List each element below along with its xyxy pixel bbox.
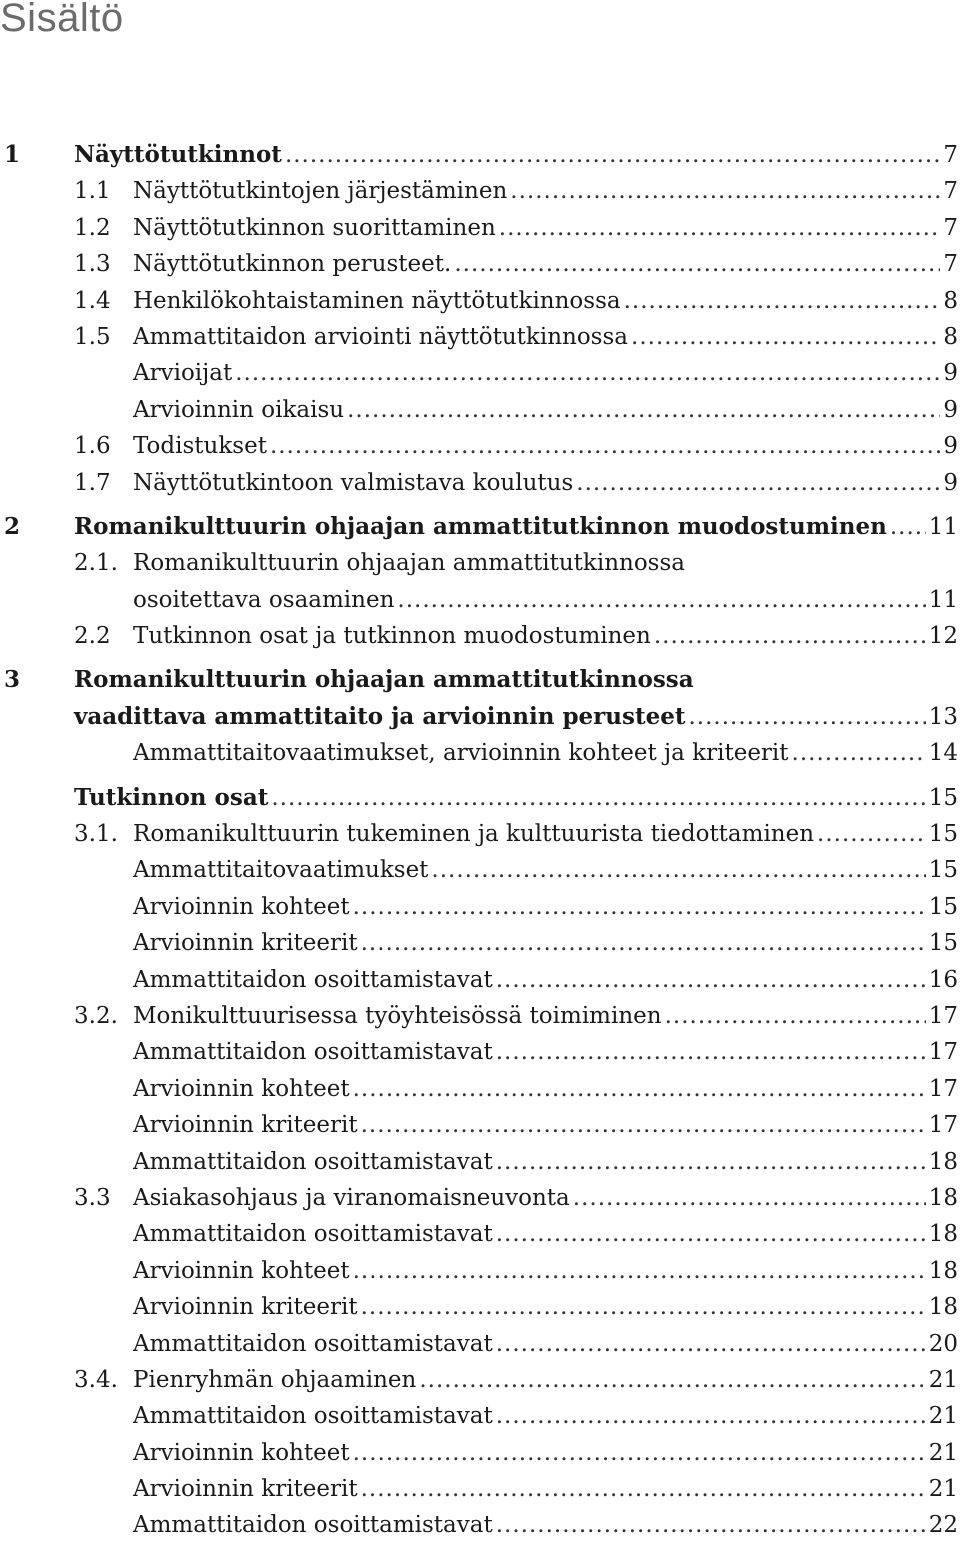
toc-entry-title: Arvioinnin kriteerit: [133, 1294, 358, 1321]
toc-entry-page-number: 9: [943, 469, 958, 496]
dot-leader: [270, 428, 940, 464]
dot-leader: [496, 1034, 926, 1070]
toc-entry-number: 1.1: [74, 178, 111, 205]
dot-leader: [624, 283, 941, 319]
toc-entry-page-number: 21: [928, 1366, 958, 1393]
toc-entry-title: Arvioinnin kriteerit: [133, 1476, 358, 1503]
toc-entry-title: osoitettava osaaminen: [133, 586, 395, 613]
dot-leader: [353, 1253, 926, 1289]
table-of-contents: [0, 137, 960, 1544]
toc-entry-number: 3.3: [74, 1184, 111, 1211]
toc-entry-number: 1.2: [74, 214, 111, 241]
toc-entry-page-number: 20: [928, 1330, 958, 1357]
dot-leader: [496, 1398, 926, 1434]
toc-entry-title: Ammattitaidon osoittamistavat: [133, 1221, 493, 1248]
dot-leader: [496, 962, 926, 998]
toc-entry-number: 1.5: [74, 323, 111, 350]
toc-entry-page-number: 15: [928, 893, 958, 920]
toc-entry-title: Ammattitaitovaatimukset: [133, 857, 429, 884]
dot-leader: [510, 173, 940, 209]
dot-leader: [654, 618, 926, 654]
toc-entry-page-number: 18: [928, 1184, 958, 1211]
toc-entry-number: 1.7: [74, 469, 111, 496]
toc-entry[interactable]: [0, 852, 960, 888]
dot-leader: [817, 816, 926, 852]
toc-entry[interactable]: [0, 1034, 960, 1070]
dot-leader: [454, 246, 940, 282]
toc-entry-title: Arvioinnin kohteet: [133, 1257, 350, 1284]
toc-entry-page-number: 7: [943, 251, 958, 278]
toc-entry[interactable]: [0, 582, 960, 618]
toc-entry-title: Ammattitaidon osoittamistavat: [133, 1403, 493, 1430]
toc-entry-page-number: 18: [928, 1221, 958, 1248]
toc-entry-page-number: 22: [928, 1512, 958, 1539]
toc-entry-title: Romanikulttuurin ohjaajan ammattitutkinnossa: [133, 550, 685, 577]
toc-entry[interactable]: [0, 1435, 960, 1471]
toc-entry[interactable]: [0, 962, 960, 998]
toc-entry[interactable]: [0, 998, 960, 1034]
toc-entry-number: 1.4: [74, 287, 111, 314]
toc-entry-page-number: 11: [928, 586, 958, 613]
dot-leader: [235, 355, 940, 391]
toc-entry-number: 2: [4, 512, 21, 540]
page-title: Sisältö: [0, 0, 124, 40]
toc-entry[interactable]: [0, 699, 960, 735]
toc-entry-title: Asiakasohjaus ja viranomaisneuvonta: [133, 1184, 570, 1211]
toc-entry[interactable]: [0, 662, 960, 698]
toc-entry-page-number: 21: [928, 1403, 958, 1430]
toc-entry-title: Arvioinnin kriteerit: [133, 1112, 358, 1139]
toc-entry-page-number: 17: [928, 1002, 958, 1029]
toc-entry-page-number: 14: [928, 740, 958, 767]
toc-entry-title: Tutkinnon osat: [74, 783, 269, 811]
dot-leader: [361, 925, 926, 961]
dot-leader: [361, 1471, 926, 1507]
toc-entry[interactable]: [0, 509, 960, 545]
toc-entry[interactable]: [0, 816, 960, 852]
toc-entry-title: Näyttötutkintoon valmistava koulutus: [133, 469, 574, 496]
toc-entry[interactable]: [0, 618, 960, 654]
toc-entry-number: 1: [4, 141, 21, 168]
toc-entry-page-number: 15: [928, 821, 958, 848]
dot-leader: [353, 1435, 926, 1471]
toc-entry[interactable]: [0, 1471, 960, 1507]
dot-leader: [419, 1362, 925, 1398]
dot-leader: [353, 1071, 926, 1107]
toc-entry-title: Näyttötutkinnot: [74, 141, 282, 168]
toc-entry-page-number: 18: [928, 1148, 958, 1175]
toc-entry-page-number: 17: [928, 1039, 958, 1066]
toc-entry[interactable]: [0, 355, 960, 391]
toc-entry-title: Pienryhmän ohjaaminen: [133, 1366, 417, 1393]
dot-leader: [688, 699, 925, 735]
toc-entry-page-number: 21: [928, 1439, 958, 1466]
toc-entry-title: Arvioijat: [133, 360, 233, 387]
toc-entry-page-number: 15: [928, 930, 958, 957]
toc-entry[interactable]: [0, 465, 960, 501]
toc-entry-page-number: 8: [943, 287, 958, 314]
toc-entry-title: Ammattitaidon osoittamistavat: [133, 966, 493, 993]
dot-leader: [665, 998, 926, 1034]
dot-leader: [271, 780, 925, 816]
toc-entry-title: Todistukset: [133, 433, 267, 460]
dot-leader: [573, 1180, 926, 1216]
toc-entry[interactable]: [0, 1326, 960, 1362]
toc-entry-title: Romanikulttuurin ohjaajan ammattitutkinnossa: [74, 666, 694, 694]
dot-leader: [576, 465, 940, 501]
toc-entry[interactable]: [0, 1507, 960, 1543]
toc-entry-page-number: 18: [928, 1294, 958, 1321]
toc-entry-number: 3.1.: [74, 821, 118, 848]
toc-entry[interactable]: [0, 735, 960, 771]
toc-entry[interactable]: [0, 1071, 960, 1107]
toc-entry-number: 2.2: [74, 623, 111, 650]
dot-leader: [496, 1326, 926, 1362]
toc-entry[interactable]: [0, 1107, 960, 1143]
toc-entry-number: 3.4.: [74, 1366, 118, 1393]
toc-entry-title: Romanikulttuurin ohjaajan ammattitutkinnon muodostuminen: [74, 512, 887, 540]
toc-entry-title: Arvioinnin kohteet: [133, 893, 350, 920]
toc-entry[interactable]: [0, 780, 960, 816]
toc-entry-page-number: 18: [928, 1257, 958, 1284]
toc-entry-title: Romanikulttuurin tukeminen ja kulttuurista tiedottaminen: [133, 821, 815, 848]
toc-entry-page-number: 12: [928, 623, 958, 650]
toc-entry-page-number: 17: [928, 1112, 958, 1139]
toc-entry[interactable]: [0, 1253, 960, 1289]
toc-entry-title: Ammattitaidon osoittamistavat: [133, 1148, 493, 1175]
toc-entry-title: Näyttötutkinnon suorittaminen: [133, 214, 496, 241]
dot-leader: [431, 852, 925, 888]
dot-leader: [496, 1144, 926, 1180]
toc-entry[interactable]: [0, 392, 960, 428]
toc-entry[interactable]: [0, 283, 960, 319]
dot-leader: [347, 392, 940, 428]
toc-entry[interactable]: [0, 1289, 960, 1325]
toc-entry-page-number: 7: [943, 214, 958, 241]
toc-entry-page-number: 9: [943, 396, 958, 423]
toc-entry-title: Ammattitaitovaatimukset, arvioinnin kohteet ja kriteerit: [133, 740, 789, 767]
toc-entry[interactable]: [0, 210, 960, 246]
toc-entry[interactable]: [0, 925, 960, 961]
dot-leader: [792, 735, 926, 771]
dot-leader: [631, 319, 940, 355]
toc-entry-number: 2.1.: [74, 550, 118, 577]
toc-entry-number: 3.2.: [74, 1002, 118, 1029]
toc-entry-title: Arvioinnin kohteet: [133, 1075, 350, 1102]
toc-entry-title: Ammattitaidon osoittamistavat: [133, 1330, 493, 1357]
toc-entry-title: Tutkinnon osat ja tutkinnon muodostuminen: [133, 623, 651, 650]
toc-entry-title: Ammattitaidon arviointi näyttötutkinnossa: [133, 323, 629, 350]
dot-leader: [353, 889, 926, 925]
toc-entry-page-number: 7: [943, 178, 958, 205]
toc-entry-title: Näyttötutkintojen järjestäminen: [133, 178, 508, 205]
dot-leader: [361, 1289, 926, 1325]
toc-entry[interactable]: [0, 246, 960, 282]
dot-leader: [285, 137, 940, 173]
toc-entry[interactable]: [0, 545, 960, 581]
toc-entry-title: Ammattitaidon osoittamistavat: [133, 1039, 493, 1066]
toc-entry[interactable]: [0, 1398, 960, 1434]
toc-entry-page-number: 9: [943, 360, 958, 387]
toc-entry-page-number: 15: [928, 784, 958, 811]
toc-entry[interactable]: [0, 137, 960, 173]
dot-leader: [397, 582, 925, 618]
toc-entry-number: 3: [4, 666, 21, 694]
toc-entry[interactable]: [0, 1362, 960, 1398]
toc-entry-title: Henkilökohtaistaminen näyttötutkinnossa: [133, 287, 621, 314]
toc-entry-title: Näyttötutkinnon perusteet.: [133, 251, 452, 278]
toc-entry[interactable]: [0, 319, 960, 355]
toc-entry-page-number: 16: [928, 966, 958, 993]
toc-entry-title: Arvioinnin kriteerit: [133, 930, 358, 957]
toc-entry[interactable]: [0, 1180, 960, 1216]
toc-entry-title: Arvioinnin oikaisu: [133, 396, 345, 423]
toc-entry-title: Ammattitaidon osoittamistavat: [133, 1512, 493, 1539]
toc-entry-page-number: 17: [928, 1075, 958, 1102]
dot-leader: [496, 1507, 926, 1543]
toc-entry-title: vaadittava ammattitaito ja arvioinnin perusteet: [74, 702, 686, 730]
toc-entry-title: Arvioinnin kohteet: [133, 1439, 350, 1466]
dot-leader: [499, 210, 941, 246]
dot-leader: [496, 1216, 926, 1252]
toc-entry-page-number: 21: [928, 1476, 958, 1503]
toc-entry[interactable]: [0, 173, 960, 209]
toc-entry-number: 1.6: [74, 433, 111, 460]
toc-entry[interactable]: [0, 889, 960, 925]
dot-leader: [361, 1107, 926, 1143]
toc-entry-page-number: 9: [943, 433, 958, 460]
toc-entry-page-number: 11: [928, 513, 958, 540]
toc-entry[interactable]: [0, 1144, 960, 1180]
toc-entry[interactable]: [0, 428, 960, 464]
toc-entry-number: 1.3: [74, 251, 111, 278]
toc-entry-title: Monikulttuurisessa työyhteisössä toimiminen: [133, 1002, 662, 1029]
toc-entry-page-number: 15: [928, 857, 958, 884]
toc-entry-page-number: 13: [928, 703, 958, 730]
toc-entry-page-number: 8: [943, 323, 958, 350]
toc-entry-page-number: 7: [943, 142, 958, 168]
toc-entry[interactable]: [0, 1216, 960, 1252]
dot-leader: [890, 509, 926, 545]
